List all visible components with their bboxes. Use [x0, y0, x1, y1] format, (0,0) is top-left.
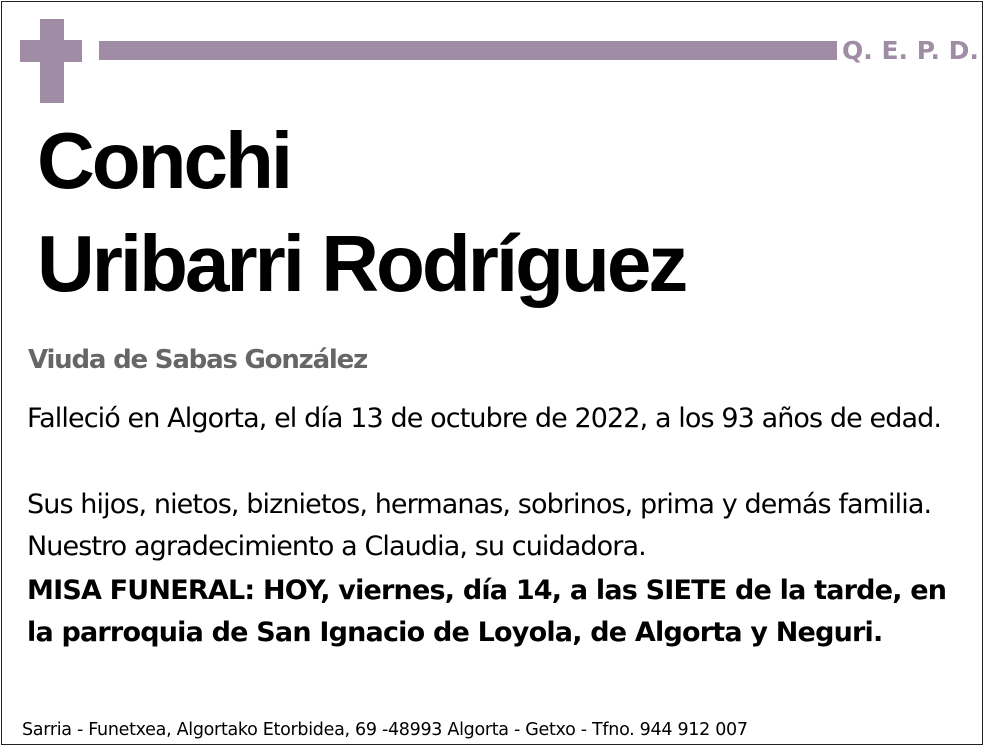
widow-of-line: Viuda de Sabas González: [28, 345, 368, 375]
family-paragraph: Sus hijos, nietos, biznietos, hermanas, sobrinos, prima y demás familia. Nuestro agradecimiento a Claudia, su cuidadora.: [27, 489, 932, 562]
funeral-mass-paragraph: MISA FUNERAL: HOY, viernes, día 14, a las SIETE de la tarde, en la parroquia de San Ignacio de Loyola, de Algorta y Neguri.: [27, 575, 947, 648]
header-rule: [99, 41, 837, 60]
funeral-home-footer: Sarria - Funetxea, Algortako Etorbidea, 69 -48993 Algorta - Getxo - Tfno. 944 912 007: [22, 720, 748, 740]
cross-horizontal-bar: [20, 40, 82, 62]
death-notice-paragraph: Falleció en Algorta, el día 13 de octubre de 2022, a los 93 años de edad.: [27, 403, 942, 434]
deceased-first-name: Conchi: [37, 116, 291, 205]
deceased-surnames: Uribarri Rodríguez: [37, 219, 686, 308]
obituary-frame: [1, 1, 983, 745]
qepd-label: Q. E. P. D.: [842, 36, 979, 65]
